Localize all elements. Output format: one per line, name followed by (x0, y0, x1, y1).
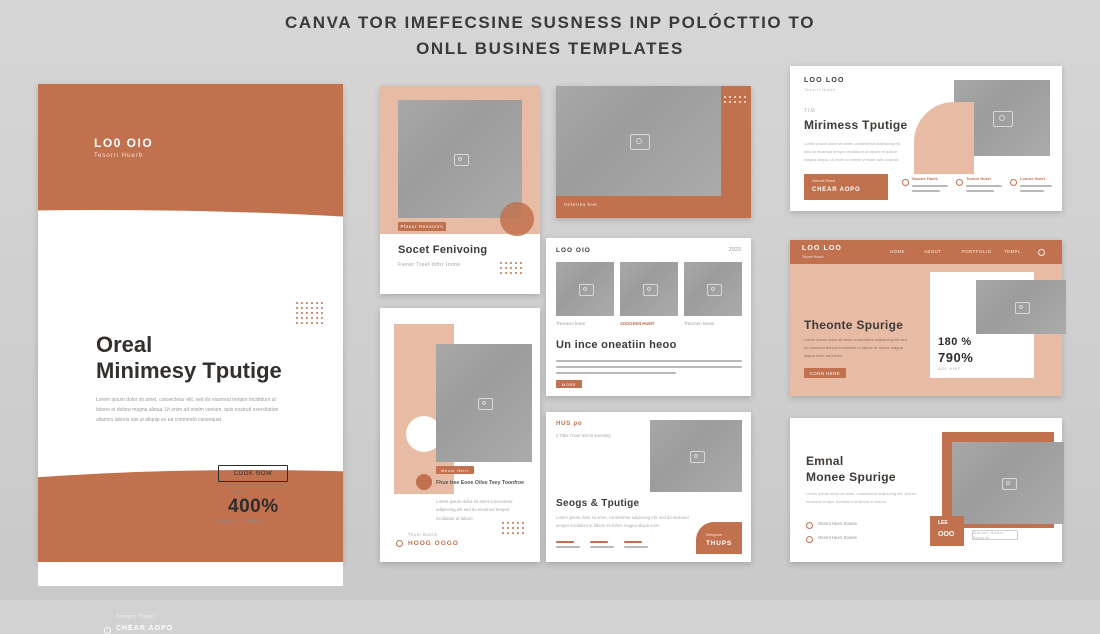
s7-badge-sub: CHEAR AOPO (812, 187, 861, 193)
s7-eyebrow: TIM (804, 108, 816, 114)
s2-title: Socet Fenivoing (398, 244, 488, 256)
s6-sub: 2 Tithe Tnoer teel to teenomg (556, 433, 611, 438)
headline-line-2: ONLL BUSINES TEMPLATES (416, 39, 684, 59)
s8-stat-2: 790% (938, 350, 974, 365)
s8-stat-sub: AOL HIEF (938, 366, 961, 371)
s5-more-button[interactable]: MORE (556, 380, 582, 388)
s5-col2-head: SOGGEEN HUER (620, 321, 655, 326)
s8-nav-item-2[interactable]: PORTFOLIO (962, 249, 992, 254)
s8-title: Theonte Spurige (804, 318, 904, 332)
s4-dot-grid (502, 522, 524, 534)
cover-footer-sub: Temprr Thuer (116, 614, 156, 620)
s8-image-placeholder (976, 280, 1066, 334)
s4-footer-sub: Thuer Buntin (408, 532, 438, 537)
s7-peach-shape (914, 102, 974, 174)
slide-three-image-grid[interactable] (546, 238, 751, 396)
slide-theonte-spurige[interactable] (790, 240, 1062, 396)
s6-footer-sub: Seegoorr (706, 532, 723, 537)
cover-logo-sub: Tesorri Huerb (94, 153, 144, 159)
s7-feature-1: Soonre Huert (912, 176, 938, 181)
s7-feature-2: Toonre Huert (966, 176, 991, 181)
cover-stat-value: 400% (228, 496, 279, 517)
slide-seogs-tputige[interactable] (546, 412, 751, 562)
headline-line-1: CANVA TOR IMEFECSINE SUSNESS INP POLÓCTTIO TO (284, 13, 816, 32)
slide-photo-terra[interactable] (556, 86, 751, 218)
cover-cta-button[interactable]: COOK NOW (218, 465, 288, 482)
s4-image-placeholder (436, 344, 532, 462)
s8-logo-sub: Tesorri Huerb (802, 255, 824, 259)
s4-decor-circle-small (416, 474, 432, 490)
s9-tag: Oeront Huerr Soonre (972, 530, 1018, 540)
s2-dot-grid (500, 262, 522, 274)
s8-nav-item-3[interactable]: TEMPL (1004, 249, 1021, 254)
s7-feature-icon-2 (956, 179, 963, 186)
s7-badge-label: Oeront Huerr (812, 178, 836, 183)
s9-body: Lorem ipsum dolor sit amet, consectetur adipiscing elit, sed do eiusmod tempor incididunt ut labore et dolore. (806, 491, 917, 504)
slide-emnal-monee-spurige[interactable] (790, 418, 1062, 562)
s4-body-head: Fhue tree Eooe Oilee Teey Toonfroe (436, 480, 525, 486)
s7-feature-icon-1 (902, 179, 909, 186)
cover-body-text: Lorem ipsum dolor sit amet, consectetur elit, sed do eiusmod tempor incididunt ut labore et dolore magna aliqua. Ut enim ad minim veniam, quis nostrud exercitation ullamco laboris nisi ut aliquip ex ea commodo consequat. (96, 397, 279, 423)
s5-col1-head: Treoneen hoeor (556, 321, 586, 326)
s6-footer-block (696, 522, 742, 554)
s2-subtitle: Fiener Treet Inftrr Inone (398, 262, 461, 268)
s5-image-1 (556, 262, 614, 316)
s6-image-placeholder (650, 420, 742, 492)
s5-page-number: 2023 (728, 247, 741, 253)
cover-footer-brand: CHEAR AOPO (116, 625, 174, 632)
s5-title: Un ince oneatiin heoo (556, 339, 677, 351)
s6-title: Seogs & Tputige (556, 498, 640, 509)
slide-tall-peach[interactable] (380, 308, 540, 562)
s8-stat-1: 180 % (938, 336, 972, 348)
s4-body-text: Lorem ipsum dolor sit amet consectetur adipiscing elit sed do eiusmod tempor incididunt ut labore. (436, 499, 513, 521)
cover-dot-grid (296, 302, 323, 324)
s7-feature-icon-3 (1010, 179, 1017, 186)
s7-logo: LOO LOO (804, 77, 845, 84)
s9-badge-bottom: OOO (938, 531, 955, 538)
s5-image-2 (620, 262, 678, 316)
cover-title-line-1: Oreal (96, 332, 153, 357)
s9-check-label-1: Oeront Huerr Soonre (818, 521, 858, 526)
cover-white-curve (38, 210, 343, 280)
s3-dot-grid (724, 96, 746, 103)
s9-badge-top: LEE (938, 520, 948, 526)
s7-body: Lorem ipsum dolor sit amet, consectetur adipiscing elit, sed do eiusmod tempor incididunt ut labore et dolore magna aliqua. Ut enim ad minim veniam quis nostrud. (804, 141, 902, 162)
cover-bottom-terra (38, 470, 343, 562)
s7-feature-3: Loonre Huert (1020, 176, 1046, 181)
s3-image-placeholder (556, 86, 721, 196)
s7-logo-sub: Tesorri Huerb (804, 87, 836, 92)
s9-check-icon-2 (806, 536, 813, 543)
s6-body: Lorem ipsum dolor sit amet, consectetur adipiscing elit, sed do eiusmod tempor incididunt ut labore et dolore magna aliqua enim. (556, 515, 689, 528)
s9-title-line-2: Monee Spurige (806, 470, 896, 484)
cover-logo: LO0 OIO (94, 136, 154, 150)
s6-footer-brand: THUPS (706, 540, 733, 547)
s8-nav-item-1[interactable]: ABOUT (924, 249, 942, 254)
cover-slide[interactable] (38, 84, 343, 632)
s2-tag: Pleuur Reeoonrn (398, 222, 446, 231)
s9-check-label-2: Oeront Huerr Soonre (818, 535, 858, 540)
s9-title-line-1: Emnal (806, 454, 844, 468)
s5-image-3 (684, 262, 742, 316)
s2-image-placeholder (398, 100, 522, 218)
cover-title-line-2: Minimesy Tputige (96, 358, 282, 383)
s9-image-placeholder (952, 442, 1064, 524)
s2-decor-circle (500, 202, 534, 236)
s5-col3-head: Treconen hoeon (684, 321, 715, 326)
s8-logo: LOO LOO (802, 245, 842, 252)
slide-minimes-tputige[interactable] (790, 66, 1062, 211)
page-title (0, 10, 1100, 63)
cover-stat-sub: LO4 HUER HIEEF (214, 519, 267, 525)
s5-logo: LOO OIO (556, 247, 591, 254)
s4-footer-brand: HOOG OGGO (408, 540, 459, 547)
s4-footer-icon (396, 540, 403, 547)
s8-body: Lorem ipsum dolor sit amet consectetur adipiscing elit sed do eiusmod tempor incididunt ut labore et dolore magna aliqua enim ad minim. (804, 337, 907, 358)
s8-search-icon[interactable] (1038, 249, 1045, 256)
s3-caption: Onferreo hret (564, 202, 598, 207)
s6-head: HUS po (556, 421, 583, 427)
cover-footer-icon (104, 627, 111, 634)
s8-cta-button[interactable]: CONN HERE (804, 368, 846, 378)
s7-title: Mirimess Tputige (804, 118, 908, 132)
s4-tag: Meoor Herrt (436, 466, 474, 474)
s9-check-icon-1 (806, 522, 813, 529)
slide-socet-fenivoing[interactable] (380, 86, 540, 294)
cover-stat-label: use (234, 490, 244, 496)
s8-nav-item-0[interactable]: HOME (890, 249, 905, 254)
